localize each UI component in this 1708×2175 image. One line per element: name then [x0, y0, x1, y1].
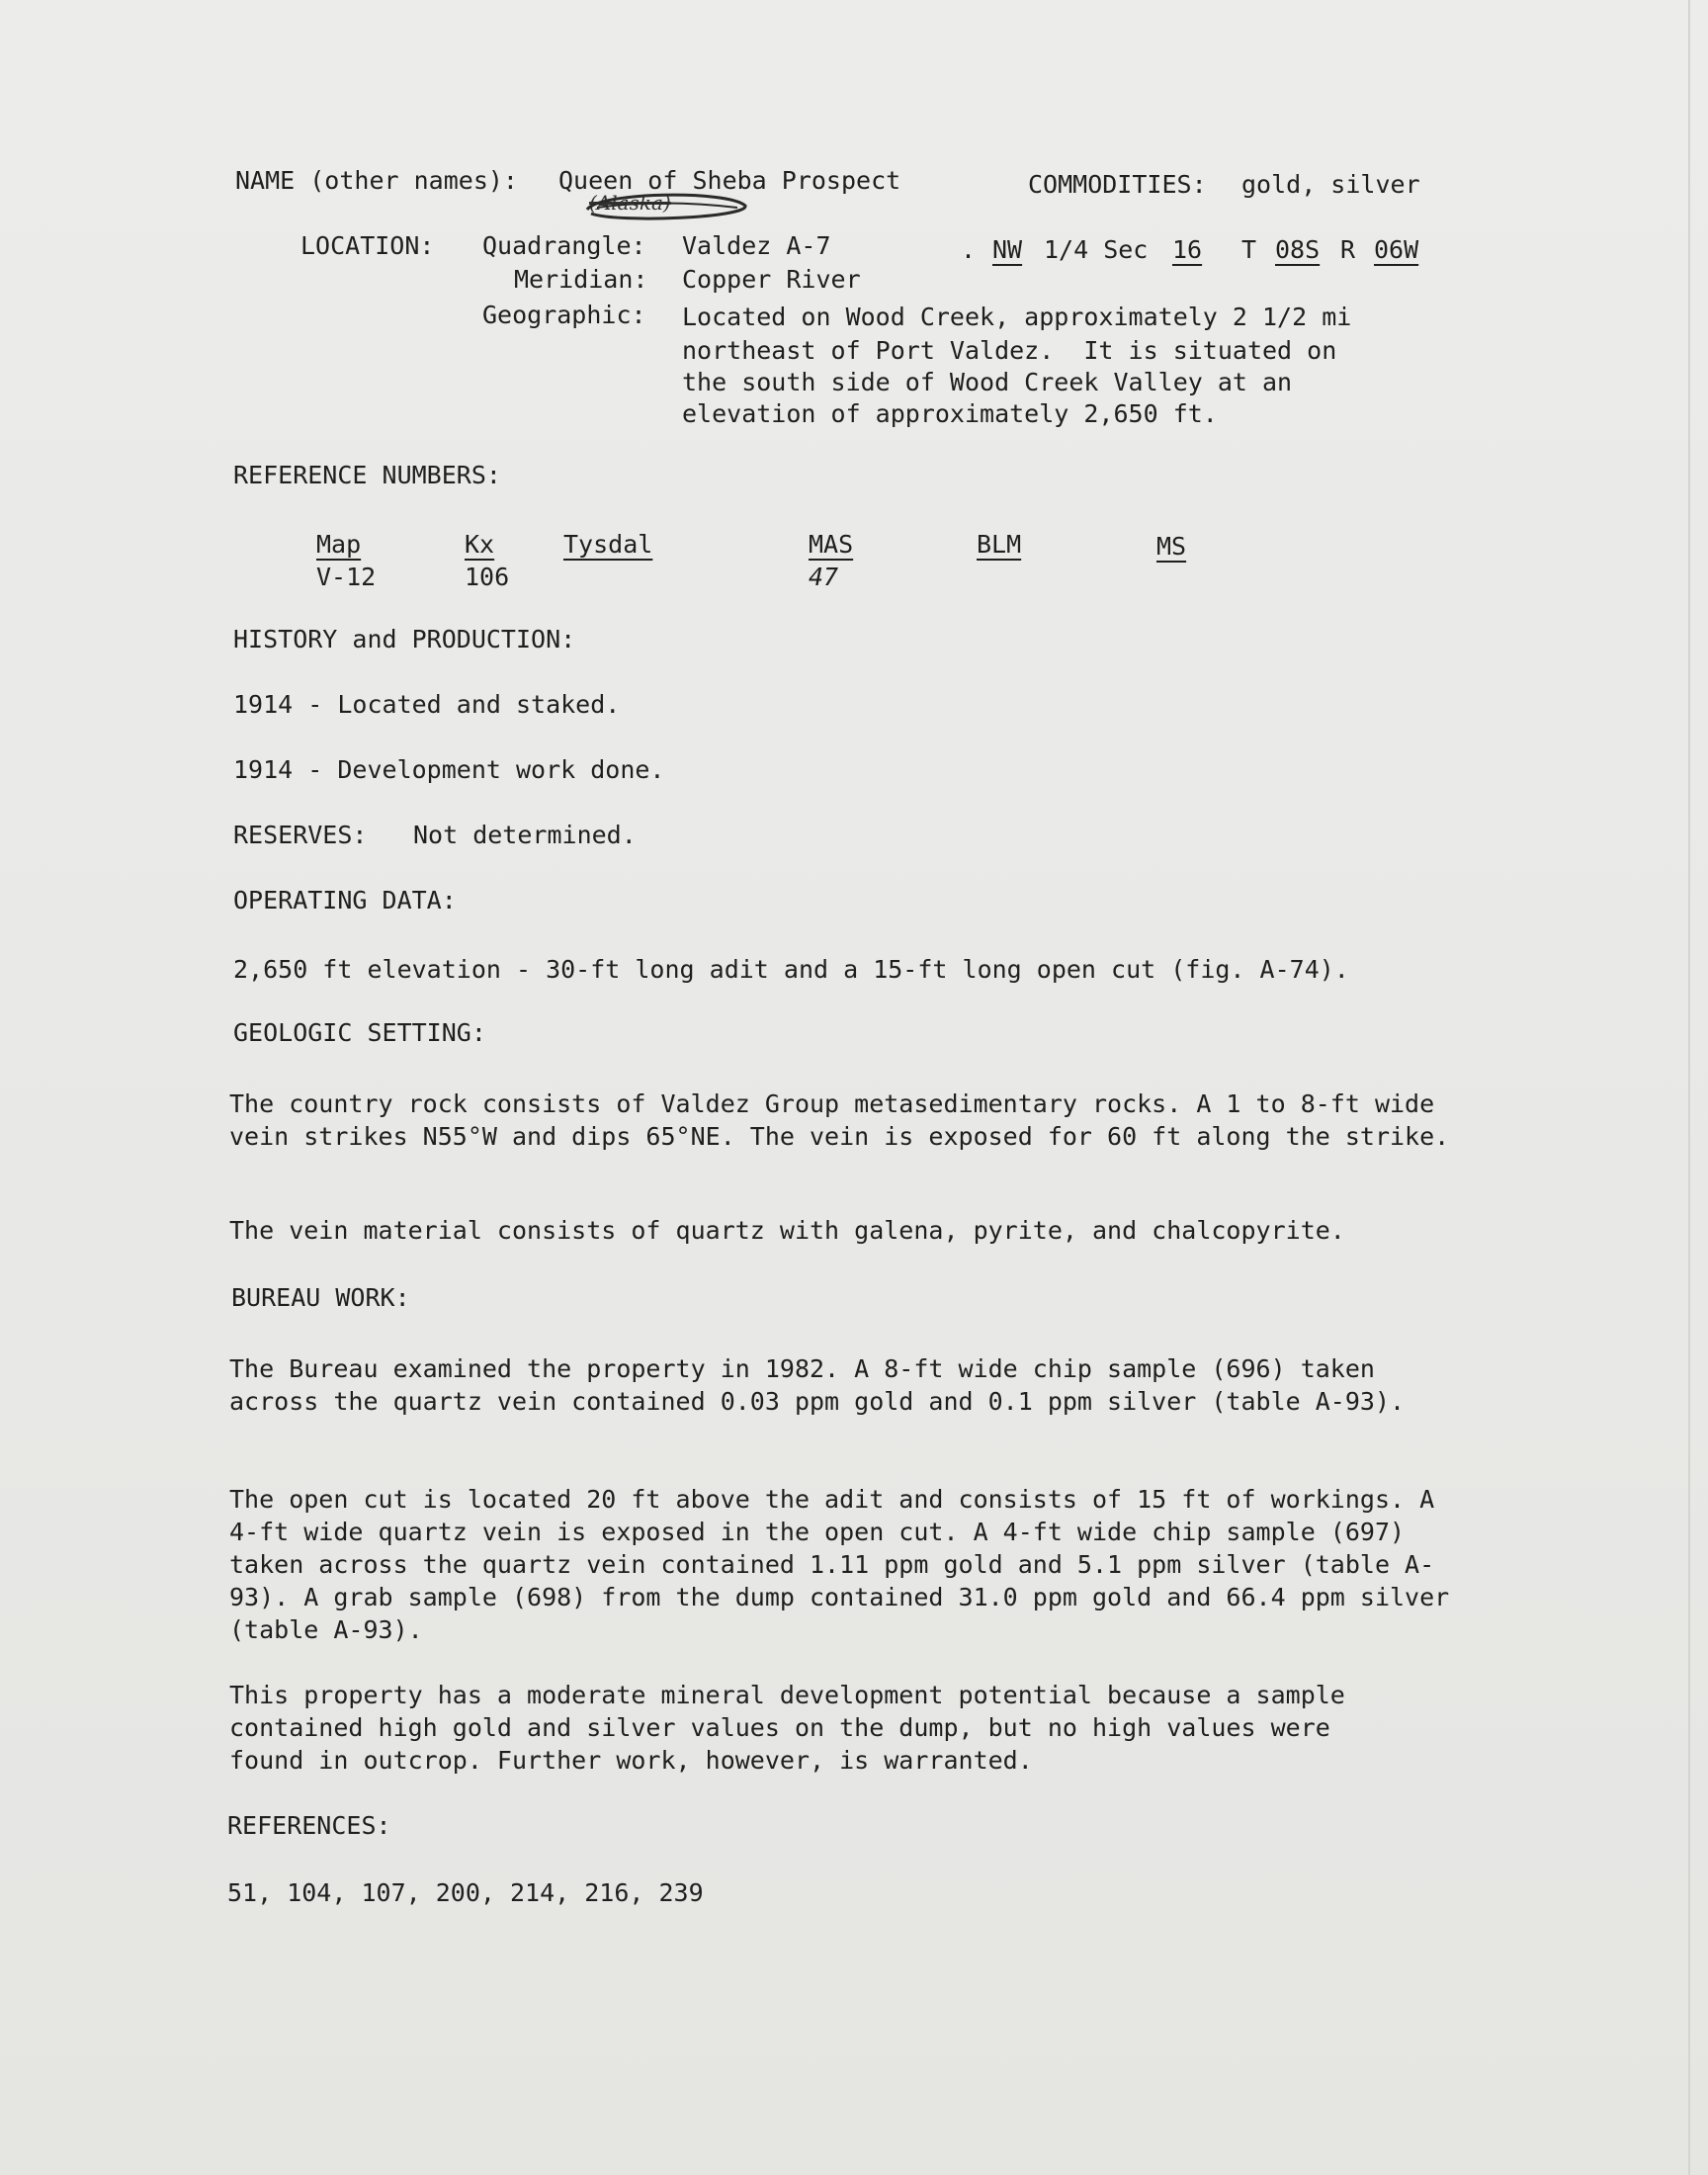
location-label: LOCATION:: [300, 231, 435, 260]
plss-t-label: T: [1241, 235, 1257, 264]
ref-head: Kx: [465, 530, 495, 559]
struck-out-name: (Alaska): [589, 191, 671, 215]
plss-dot: .: [961, 235, 977, 264]
history-heading: HISTORY and PRODUCTION:: [233, 625, 576, 653]
geographic-line: Located on Wood Creek, approximately 2 1/2 mi: [682, 303, 1352, 331]
bureau-paragraph: The open cut is located 20 ft above the adit and consists of 15 ft of workings. A 4-ft wide quartz vein is exposed in the open cut. A 4-ft wide chip sample (697) taken across the quartz vein contained 1.11 ppm gold and 5.1 ppm silver (table A-93). A grab sample (698) from the dump contained 31.0 ppm gold and 66.4 ppm silver (table A-93).: [229, 1485, 1450, 1644]
commodities-value: gold, silver: [1241, 170, 1420, 199]
plss-r-label: R: [1340, 235, 1356, 264]
geographic-line: elevation of approximately 2,650 ft.: [682, 399, 1218, 428]
bureau-paragraph: This property has a moderate mineral development potential because a sample contained high gold and silver values on the dump, but no high values were found in outcrop. Further work, however, is warranted.: [229, 1681, 1345, 1775]
quadrangle-label: Quadrangle:: [482, 231, 646, 260]
plss-quarter: NW: [992, 235, 1023, 264]
meridian-label: Meridian:: [514, 265, 648, 294]
plss-township: 08S: [1275, 235, 1321, 264]
bureau-heading: BUREAU WORK:: [231, 1283, 410, 1312]
ref-head: MAS: [809, 530, 854, 559]
references-text: 51, 104, 107, 200, 214, 216, 239: [227, 1878, 704, 1907]
ref-value: V-12: [316, 563, 377, 591]
quadrangle-value: Valdez A-7: [682, 231, 831, 260]
ref-col-blm: [977, 528, 1021, 561]
geologic-paragraph: The vein material consists of quartz with galena, pyrite, and chalcopyrite.: [229, 1216, 1345, 1245]
geographic-line: northeast of Port Valdez. It is situated on: [682, 336, 1337, 365]
ref-value: 47: [809, 563, 839, 591]
ref-head: Tysdal: [563, 530, 653, 559]
ref-value: 106: [465, 563, 510, 591]
reserves-label: RESERVES:: [233, 821, 368, 849]
geologic-paragraph: The country rock consists of Valdez Group metasedimentary rocks. A 1 to 8-ft wide vein strikes N55°W and dips 65°NE. The vein is exposed for 60 ft along the strike.: [229, 1089, 1450, 1151]
ref-col-mas: [809, 528, 853, 593]
reference-numbers-heading: REFERENCE NUMBERS:: [233, 461, 501, 489]
strikeout-scribble: [579, 188, 757, 227]
ref-head: MS: [1156, 532, 1187, 561]
ref-col-ms: [1156, 530, 1186, 563]
plss-range: 06W: [1374, 235, 1419, 264]
references-heading: REFERENCES:: [227, 1811, 391, 1840]
ref-head: Map: [316, 530, 362, 559]
geographic-label: Geographic:: [482, 301, 646, 329]
ref-col-map: [316, 528, 376, 593]
name-label: NAME (other names):: [235, 166, 518, 195]
history-item: 1914 - Development work done.: [233, 755, 665, 784]
ref-head: BLM: [977, 530, 1022, 559]
geographic-line: the south side of Wood Creek Valley at an: [682, 368, 1293, 396]
history-item: 1914 - Located and staked.: [233, 690, 621, 719]
meridian-value: Copper River: [682, 265, 861, 294]
ref-col-kx: [465, 528, 509, 593]
operating-heading: OPERATING DATA:: [233, 886, 457, 914]
name-value: Queen of Sheba Prospect: [558, 166, 901, 195]
plss-section: 16: [1172, 235, 1203, 264]
geologic-heading: GEOLOGIC SETTING:: [233, 1018, 486, 1047]
ref-col-tysdal: [563, 528, 652, 561]
reserves-value: Not determined.: [413, 821, 637, 849]
operating-text: 2,650 ft elevation - 30-ft long adit and a 15-ft long open cut (fig. A-74).: [233, 955, 1349, 984]
bureau-paragraph: The Bureau examined the property in 1982. A 8-ft wide chip sample (696) taken across the quartz vein contained 0.03 ppm gold and 0.1 ppm silver (table A-93).: [229, 1354, 1406, 1416]
commodities-label: COMMODITIES:: [1028, 170, 1207, 199]
plss-quarter-text: 1/4 Sec: [1044, 235, 1149, 264]
